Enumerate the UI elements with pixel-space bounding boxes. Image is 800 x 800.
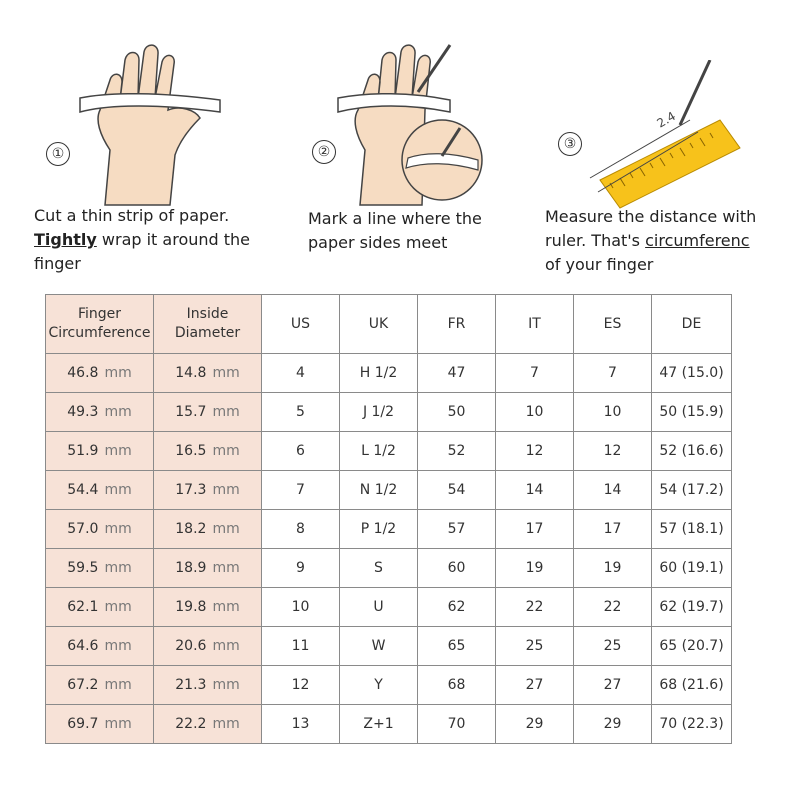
header-es: ES (574, 295, 652, 354)
unit-label: mm (212, 443, 240, 459)
cell-us: 12 (262, 666, 340, 705)
header-inside-diameter (154, 295, 262, 354)
cell-diameter (154, 354, 262, 393)
cell-de: 50 (15.9) (652, 393, 732, 432)
table-row (46, 432, 732, 471)
caption-line (545, 229, 775, 253)
cell-de: 57 (18.1) (652, 510, 732, 549)
cell-value: 67.2 (67, 677, 99, 693)
table-row (46, 510, 732, 549)
cell-uk: N 1/2 (340, 471, 418, 510)
unit-label: mm (104, 365, 132, 381)
cell-value: 51.9 (67, 443, 99, 459)
cell-us: 9 (262, 549, 340, 588)
cell-diameter (154, 666, 262, 705)
unit-label: mm (104, 521, 132, 537)
cell-value: 14.8 (175, 365, 207, 381)
cell-diameter (154, 432, 262, 471)
cell-value: 46.8 (67, 365, 99, 381)
cell-it: 12 (496, 432, 574, 471)
cell-value: 59.5 (67, 560, 99, 576)
emphasis-text: Tightly (34, 230, 97, 249)
step-caption (34, 204, 294, 276)
cell-es: 19 (574, 549, 652, 588)
cell-de: 54 (17.2) (652, 471, 732, 510)
cell-de: 60 (19.1) (652, 549, 732, 588)
cell-value: 15.7 (175, 404, 207, 420)
cell-es: 22 (574, 588, 652, 627)
cell-fr: 68 (418, 666, 496, 705)
header-label: Finger (77, 306, 122, 322)
unit-label: mm (212, 677, 240, 693)
cell-us: 8 (262, 510, 340, 549)
cell-uk: J 1/2 (340, 393, 418, 432)
cell-it: 17 (496, 510, 574, 549)
cell-circumference (46, 510, 154, 549)
cell-es: 25 (574, 627, 652, 666)
cell-fr: 70 (418, 705, 496, 744)
cell-value: 17.3 (175, 482, 207, 498)
unit-label: mm (212, 716, 240, 732)
table-row (46, 354, 732, 393)
cell-it: 25 (496, 627, 574, 666)
cell-es: 7 (574, 354, 652, 393)
caption-line: Mark a line where the (308, 209, 482, 228)
table-row (46, 393, 732, 432)
header-finger-circumference (46, 295, 154, 354)
cell-circumference (46, 549, 154, 588)
cell-uk: L 1/2 (340, 432, 418, 471)
caption-line: finger (34, 254, 81, 273)
step-caption (545, 205, 775, 277)
cell-fr: 62 (418, 588, 496, 627)
ruler-illustration (580, 60, 760, 210)
unit-label: mm (104, 560, 132, 576)
cell-us: 11 (262, 627, 340, 666)
table-row (46, 549, 732, 588)
cell-value: 69.7 (67, 716, 99, 732)
cell-de: 47 (15.0) (652, 354, 732, 393)
table-header-row (46, 295, 732, 354)
cell-it: 7 (496, 354, 574, 393)
cell-us: 6 (262, 432, 340, 471)
header-label: Circumference (48, 325, 151, 341)
unit-label: mm (212, 599, 240, 615)
header-label: Diameter (174, 325, 241, 341)
cell-uk: S (340, 549, 418, 588)
cell-it: 10 (496, 393, 574, 432)
cell-diameter (154, 588, 262, 627)
cell-us: 7 (262, 471, 340, 510)
cell-value: 62.1 (67, 599, 99, 615)
cell-de: 65 (20.7) (652, 627, 732, 666)
cell-value: 57.0 (67, 521, 99, 537)
cell-uk: U (340, 588, 418, 627)
cell-it: 14 (496, 471, 574, 510)
table-row (46, 666, 732, 705)
cell-de: 70 (22.3) (652, 705, 732, 744)
cell-circumference (46, 471, 154, 510)
ring-size-table (45, 294, 732, 744)
cell-it: 19 (496, 549, 574, 588)
header-de: DE (652, 295, 732, 354)
unit-label: mm (104, 482, 132, 498)
unit-label: mm (104, 443, 132, 459)
cell-uk: H 1/2 (340, 354, 418, 393)
cell-value: 21.3 (175, 677, 207, 693)
step-caption (308, 207, 538, 255)
table-row (46, 471, 732, 510)
cell-circumference (46, 588, 154, 627)
unit-label: mm (104, 404, 132, 420)
emphasis-text: circumferenc (645, 231, 750, 250)
caption-text: wrap it around the (96, 230, 251, 249)
cell-es: 14 (574, 471, 652, 510)
table-row (46, 627, 732, 666)
pen-icon (680, 60, 710, 125)
cell-fr: 57 (418, 510, 496, 549)
cell-value: 20.6 (175, 638, 207, 654)
table-row (46, 588, 732, 627)
cell-value: 22.2 (175, 716, 207, 732)
cell-circumference (46, 627, 154, 666)
cell-de: 52 (16.6) (652, 432, 732, 471)
cell-fr: 54 (418, 471, 496, 510)
header-it: IT (496, 295, 574, 354)
cell-fr: 52 (418, 432, 496, 471)
cell-circumference (46, 432, 154, 471)
unit-label: mm (212, 404, 240, 420)
cell-diameter (154, 510, 262, 549)
cell-value: 16.5 (175, 443, 207, 459)
unit-label: mm (212, 638, 240, 654)
cell-value: 19.8 (175, 599, 207, 615)
caption-line: paper sides meet (308, 233, 448, 252)
step-number: ① (46, 142, 70, 166)
cell-us: 10 (262, 588, 340, 627)
step-3 (540, 40, 780, 280)
cell-es: 29 (574, 705, 652, 744)
ruler-icon (600, 120, 740, 208)
cell-diameter (154, 471, 262, 510)
caption-line (34, 228, 294, 252)
cell-diameter (154, 705, 262, 744)
caption-text: ruler. That's (545, 231, 646, 250)
step-2 (300, 40, 540, 280)
unit-label: mm (104, 638, 132, 654)
cell-value: 54.4 (67, 482, 99, 498)
cell-fr: 65 (418, 627, 496, 666)
caption-line: Measure the distance with (545, 207, 757, 226)
hand-icon (98, 45, 200, 205)
cell-diameter (154, 627, 262, 666)
cell-circumference (46, 666, 154, 705)
table-row (46, 705, 732, 744)
cell-it: 29 (496, 705, 574, 744)
cell-value: 64.6 (67, 638, 99, 654)
step-1 (30, 40, 280, 280)
cell-de: 68 (21.6) (652, 666, 732, 705)
caption-line: of your finger (545, 255, 654, 274)
cell-es: 10 (574, 393, 652, 432)
cell-uk: Y (340, 666, 418, 705)
step-number: ② (312, 140, 336, 164)
cell-value: 49.3 (67, 404, 99, 420)
cell-de: 62 (19.7) (652, 588, 732, 627)
header-label: Inside (186, 306, 229, 322)
cell-value: 18.2 (175, 521, 207, 537)
header-us: US (262, 295, 340, 354)
step-number: ③ (558, 132, 582, 156)
cell-uk: Z+1 (340, 705, 418, 744)
cell-es: 27 (574, 666, 652, 705)
cell-uk: P 1/2 (340, 510, 418, 549)
cell-circumference (46, 354, 154, 393)
cell-es: 17 (574, 510, 652, 549)
mark-line-illustration (330, 40, 500, 210)
unit-label: mm (212, 521, 240, 537)
cell-value: 18.9 (175, 560, 207, 576)
hand-wrap-illustration (70, 40, 240, 210)
cell-fr: 60 (418, 549, 496, 588)
caption-line: Cut a thin strip of paper. (34, 206, 230, 225)
cell-us: 5 (262, 393, 340, 432)
header-uk: UK (340, 295, 418, 354)
cell-uk: W (340, 627, 418, 666)
header-fr: FR (418, 295, 496, 354)
unit-label: mm (104, 716, 132, 732)
unit-label: mm (212, 482, 240, 498)
cell-diameter (154, 393, 262, 432)
unit-label: mm (104, 677, 132, 693)
cell-us: 4 (262, 354, 340, 393)
ruler-mark-label: 2.4 (654, 108, 679, 131)
cell-us: 13 (262, 705, 340, 744)
unit-label: mm (212, 365, 240, 381)
cell-diameter (154, 549, 262, 588)
cell-circumference (46, 393, 154, 432)
unit-label: mm (212, 560, 240, 576)
cell-circumference (46, 705, 154, 744)
unit-label: mm (104, 599, 132, 615)
cell-it: 22 (496, 588, 574, 627)
cell-fr: 50 (418, 393, 496, 432)
cell-es: 12 (574, 432, 652, 471)
cell-fr: 47 (418, 354, 496, 393)
cell-it: 27 (496, 666, 574, 705)
